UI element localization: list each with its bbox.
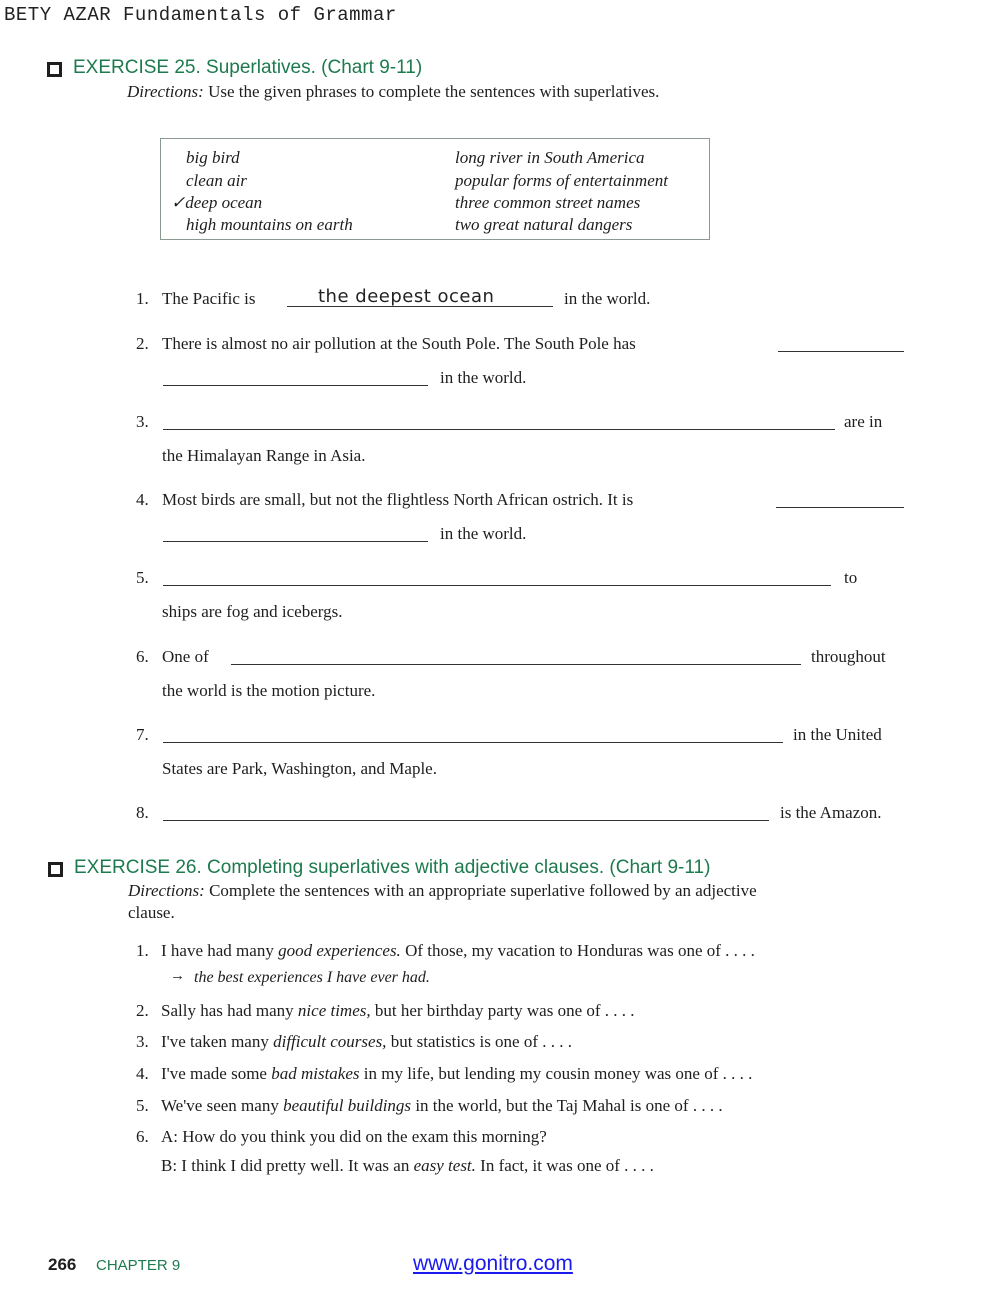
directions-text: Use the given phrases to complete the sentences with superlatives.: [208, 82, 660, 101]
page-number: 266: [48, 1255, 77, 1274]
item-text: Sally has had many nice times, but her birthday party was one of . . . .: [161, 1001, 635, 1020]
item-number: 7.: [136, 725, 149, 744]
directions-label: Directions:: [127, 82, 204, 101]
item-text: to: [844, 568, 858, 587]
item-text: in the world.: [440, 368, 527, 387]
item-text: the world is the motion picture.: [162, 681, 376, 700]
item-text: We've seen many beautiful buildings in the world, but the Taj Mahal is one of . . . .: [161, 1096, 723, 1115]
phrase-box: [160, 138, 710, 240]
item-text: in the United: [793, 725, 882, 744]
phrase: big bird: [186, 148, 240, 167]
checkbox-exercise-25[interactable]: [47, 62, 62, 77]
exercise-26-directions-cont: clause.: [128, 903, 175, 922]
phrase: long river in South America: [455, 148, 645, 167]
item-text: ships are fog and icebergs.: [162, 602, 343, 621]
handwritten-answer: the deepest ocean: [318, 286, 495, 307]
item-text: in the world.: [564, 289, 651, 308]
item-text: The Pacific is: [162, 289, 256, 308]
item-number: 1.: [136, 289, 149, 308]
answer-line[interactable]: [163, 585, 831, 586]
item-number: 5.: [136, 1096, 149, 1115]
answer-line[interactable]: [231, 664, 801, 665]
answer-line[interactable]: [778, 351, 904, 352]
phrase: three common street names: [455, 193, 641, 212]
item-text: One of: [162, 647, 209, 666]
checkbox-exercise-26[interactable]: [48, 862, 63, 877]
directions-label: Directions:: [128, 881, 205, 900]
dialog-line-b: B: I think I did pretty well. It was an easy test. In fact, it was one of . . . .: [161, 1156, 654, 1175]
item-text: I've taken many difficult courses, but statistics is one of . . . .: [161, 1032, 573, 1051]
item-text: is the Amazon.: [780, 803, 882, 822]
item-number: 6.: [136, 647, 149, 666]
item-number: 3.: [136, 412, 149, 431]
item-number: 4.: [136, 1064, 149, 1083]
arrow-icon: →: [170, 968, 185, 984]
item-number: 6.: [136, 1127, 149, 1146]
exercise-26-title: EXERCISE 26. Completing superlatives with adjective clauses. (Chart 9-11): [74, 857, 711, 878]
item-text: There is almost no air pollution at the South Pole. The South Pole has: [162, 334, 636, 353]
item-number: 5.: [136, 568, 149, 587]
answer-line[interactable]: [776, 507, 904, 508]
answer-line[interactable]: [163, 541, 428, 542]
phrase: popular forms of entertainment: [455, 171, 668, 190]
answer-line[interactable]: [163, 385, 428, 386]
directions-text: Complete the sentences with an appropriate superlative followed by an adjective: [209, 881, 757, 900]
item-number: 2.: [136, 1001, 149, 1020]
answer-line[interactable]: [163, 820, 769, 821]
item-text: throughout: [811, 647, 886, 666]
answer-line[interactable]: [163, 429, 835, 430]
exercise-25-title: EXERCISE 25. Superlatives. (Chart 9-11): [73, 57, 423, 78]
item-text: in the world.: [440, 524, 527, 543]
exercise-26-directions: [128, 881, 757, 901]
book-header: BETY AZAR Fundamentals of Grammar: [4, 4, 397, 26]
chapter-label: CHAPTER 9: [96, 1257, 181, 1274]
website-link[interactable]: www.gonitro.com: [413, 1252, 573, 1275]
item-text: are in: [844, 412, 883, 431]
item-text: I have had many good experiences. Of those, my vacation to Honduras was one of . . . .: [161, 941, 755, 960]
phrase: clean air: [186, 171, 247, 190]
phrase-checked: ✓deep ocean: [171, 193, 263, 212]
item-number: 3.: [136, 1032, 149, 1051]
item-text: the Himalayan Range in Asia.: [162, 446, 366, 465]
item-text: Most birds are small, but not the flightless North African ostrich. It is: [162, 490, 634, 509]
item-text: I've made some bad mistakes in my life, but lending my cousin money was one of . . . .: [161, 1064, 753, 1083]
item-text: States are Park, Washington, and Maple.: [162, 759, 437, 778]
item-number: 2.: [136, 334, 149, 353]
exercise-25-directions: [127, 82, 659, 102]
item-number: 8.: [136, 803, 149, 822]
item-number: 1.: [136, 941, 149, 960]
phrase: two great natural dangers: [455, 215, 633, 234]
dialog-line-a: A: How do you think you did on the exam this morning?: [161, 1127, 547, 1146]
item-number: 4.: [136, 490, 149, 509]
answer-line[interactable]: [163, 742, 783, 743]
phrase: high mountains on earth: [186, 215, 353, 234]
example-answer: the best experiences I have ever had.: [194, 969, 430, 986]
